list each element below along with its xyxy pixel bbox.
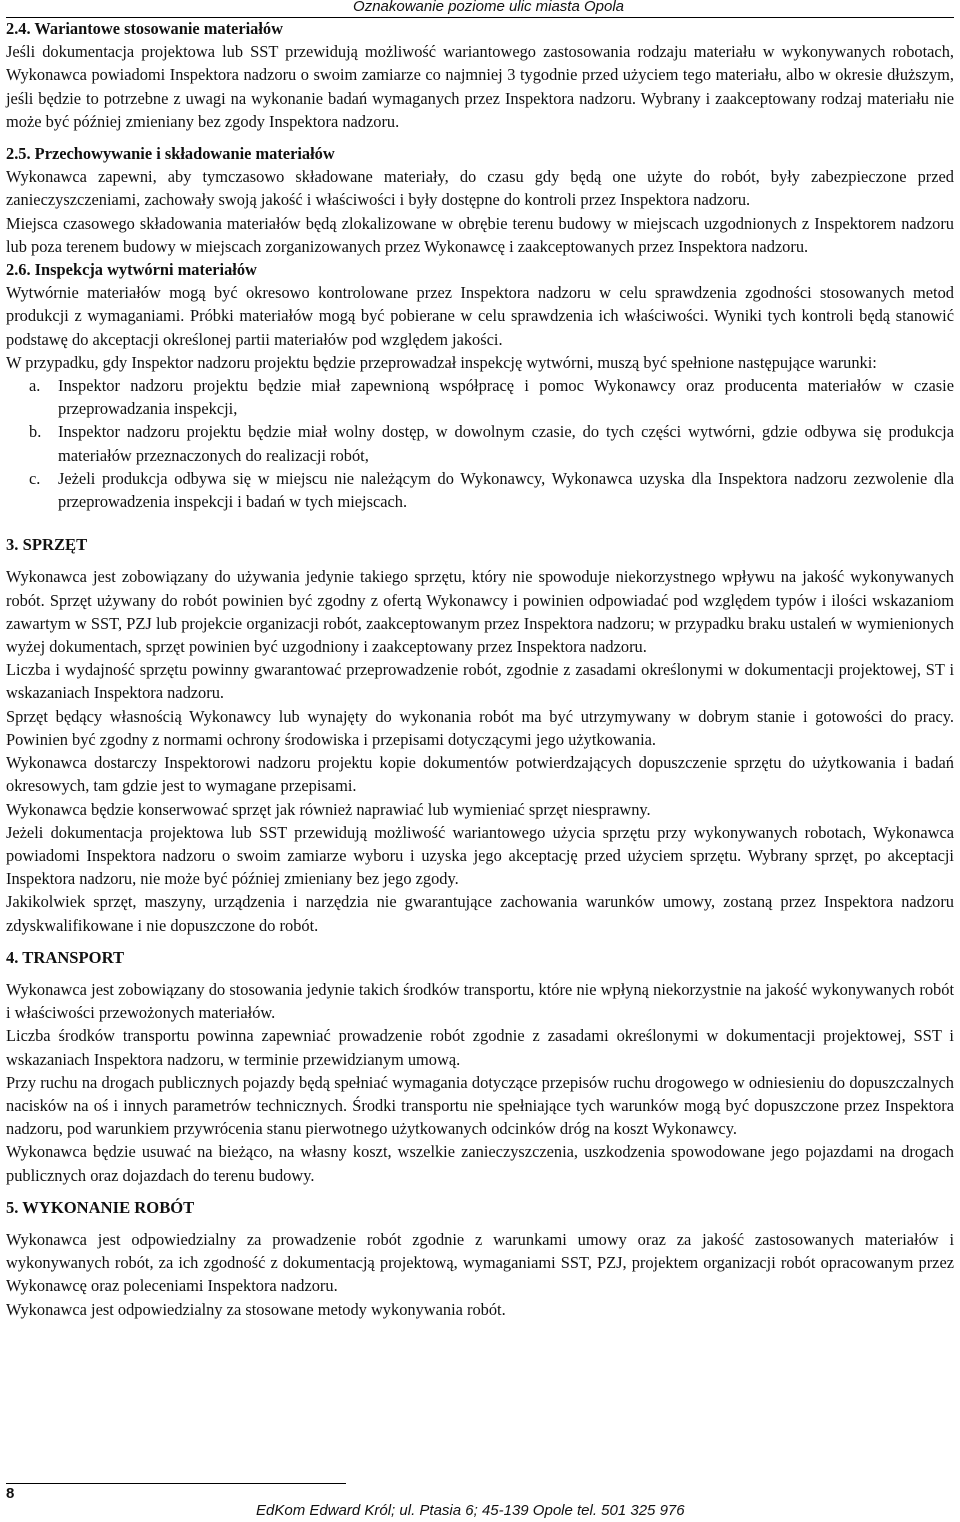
list-marker: a. [29,376,41,396]
paragraph: Jeśli dokumentacja projektowa lub SST przewidują możliwość wariantowego zastosowania rodzaju materiału w wykonywanych robotach, Wykonawca powiadomi Inspektora nadzoru o swoim zamiarze co najmniej 3 tygodnie przed użyciem tego materiału, albo w okresie dłuższym, jeśli będzie to potrzebne z uwagi na wykonanie badań wymaganych przez Inspektora nadzoru. Wybrany i zaakceptowany rodzaj materiału nie może być później zmieniany bez zgody Inspektora nadzoru. [6,42,954,131]
paragraph: Wytwórnie materiałów mogą być okresowo kontrolowane przez Inspektora nadzoru w celu sprawdzenia zgodności stosowanych metod produkcji z wymaganiami. Próbki materiałów mogą być pobierane w celu sprawdzenia ich właściwości. Wyniki tych kontroli będą stanowić podstawę do akceptacji określonej partii materiałów pod względem jakości. [6,283,954,349]
heading-4: 4. TRANSPORT [6,947,125,967]
paragraph: Przy ruchu na drogach publicznych pojazdy będą spełniać wymagania dotyczące przepisów ruchu drogowego w odniesieniu do dopuszczalnych nacisków na oś i innych parametrów technicznych. Środki transportu nie spełniające tych warunków mogą być dopuszczone przez Inspektora nadzoru, pod warunkiem przywrócenia stanu pierwotnego użytkowanych odcinków dróg na koszt Wykonawcy. [6,1072,954,1139]
paragraph: Wykonawca jest odpowiedzialny za stosowane metody wykonywania robót. [6,1299,506,1319]
spacer [6,1187,954,1196]
list-item [6,420,954,466]
section-3 [6,533,954,936]
page-number: 8 [6,1485,15,1502]
paragraph: Wykonawca jest odpowiedzialny za prowadzenie robót zgodnie z warunkami umowy oraz za jakość zastosowanych materiałów i wykonywanych robót, za ich zgodność z dokumentacją projektową, wymaganiami SST, PZJ, projektem organizacji robót opracowanym przez Wykonawcę oraz poleceniami Inspektora nadzoru. [6,1229,954,1296]
footer-rule [6,1483,346,1484]
heading-2-5: 2.5. Przechowywanie i składowanie materiałów [6,144,335,164]
paragraph: Wykonawca będzie konserwować sprzęt jak również naprawiać lub wymieniać sprzęt niesprawny. [6,799,651,819]
paragraph: Jakikolwiek sprzęt, maszyny, urządzenia i narzędzia nie gwarantujące zachowania warunków umowy, zostaną przez Inspektora nadzoru zdyskwalifikowane i nie dopuszczone do robót. [6,892,954,935]
paragraph: Wykonawca jest zobowiązany do stosowania jedynie takich środków transportu, które nie wpłyną niekorzystnie na jakość wykonywanych robót i właściwości przewożonych materiałów. [6,979,954,1023]
section-2-5 [6,142,954,258]
list-item [6,467,954,513]
spacer [6,133,954,142]
paragraph: Wykonawca będzie usuwać na bieżąco, na własny koszt, wszelkie zanieczyszczenia, uszkodzenia spowodowane jego pojazdami na drogach publicznych oraz dojazdach do terenu budowy. [6,1142,954,1185]
paragraph: Sprzęt będący własnością Wykonawcy lub wynajęty do wykonania robót ma być utrzymywany w dobrym stanie i gotowości do pracy. Powinien być zgodny z normami ochrony środowiska i przepisami dotyczącymi jego użytkowania. [6,706,954,749]
list-item-text: Jeżeli produkcja odbywa się w miejscu nie należącym do Wykonawcy, Wykonawca uzyska dla Inspektora nadzoru zezwolenie dla przeprowadzenia inspekcji i badań w tych miejscach. [58,468,954,512]
paragraph: W przypadku, gdy Inspektor nadzoru projektu będzie przeprowadzał inspekcję wytwórni, muszą być spełnione następujące warunki: [6,352,877,372]
document-body [6,17,954,1321]
paragraph: Wykonawca dostarczy Inspektorowi nadzoru projektu kopie dokumentów potwierdzających dopuszczenie sprzętu do użytkowania i badań okresowych, tam gdzie jest to wymagane przepisami. [6,753,954,796]
running-header: Oznakowanie poziome ulic miasta Opola [353,0,624,15]
section-2-4 [6,17,954,133]
paragraph: Miejsca czasowego składowania materiałów będą zlokalizowane w obrębie terenu budowy w miejscach uzgodnionych z Inspektorem nadzoru lub poza terenem budowy w miejscach zorganizowanych przez Wykonawcę i zaakceptowanych przez Inspektora nadzoru. [6,213,954,256]
list-item-text: Inspektor nadzoru projektu będzie miał wolny dostęp, w dowolnym czasie, do tych części wytwórni, gdzie odbywa się produkcja materiałów przeznaczonych do realizacji robót, [58,422,954,465]
list-marker: b. [29,422,42,442]
paragraph: Wykonawca jest zobowiązany do używania jedynie takiego sprzętu, który nie spowoduje niekorzystnego wpływu na jakość wykonywanych robót. Sprzęt używany do robót powinien być zgodny z ofertą Wykonawcy i powinien odpowiadać pod względem typów i ilości wskazaniom zawartym w SST, PZJ lub projekcie organizacji robót, zaakceptowanym przez Inspektora nadzoru; w przypadku braku ustaleń w wymienionych wyżej dokumentach, sprzęt powinien być uzgodniony i zaakceptowany przez Inspektora nadzoru. [6,567,954,657]
paragraph: Liczba środków transportu powinna zapewniać prowadzenie robót zgodnie z zasadami określonymi w dokumentacji projektowej, SST i wskazaniach Inspektora nadzoru, w terminie przewidzianym umową. [6,1026,954,1069]
heading-3: 3. SPRZĘT [6,535,88,555]
spacer [6,937,954,946]
paragraph: Jeżeli dokumentacja projektowa lub SST przewidują możliwość wariantowego użycia sprzętu przy wykonywanych robotach, Wykonawca powiadomi Inspektora nadzoru o swoim zamiarze wyboru i uzyska jego akceptację przed użyciem sprzętu. Wybrany sprzęt, po akceptacji Inspektora nadzoru, nie może być później zmieniany bez jego zgody. [6,822,954,889]
spacer [6,556,954,565]
heading-2-6: 2.6. Inspekcja wytwórni materiałów [6,260,257,280]
spacer [6,1219,954,1228]
paragraph: Liczba i wydajność sprzętu powinny gwarantować przeprowadzenie robót, zgodnie z zasadami określonymi w dokumentacji projektowej, ST i wskazaniach Inspektora nadzoru. [6,660,954,703]
heading-5: 5. WYKONANIE ROBÓT [6,1197,195,1217]
paragraph: Wykonawca zapewni, aby tymczasowo składowane materiały, do czasu gdy będą one użyte do robót, były zabezpieczone przed zanieczyszczeniami, zachowały swoją jakość i właściwości i były dostępne do kontroli przez Inspektora nadzoru. [6,167,954,210]
heading-2-4: 2.4. Wariantowe stosowanie materiałów [6,19,283,38]
list-item-text: Inspektor nadzoru projektu będzie miał zapewnioną współpracę i pomoc Wykonawcy oraz producenta materiałów w czasie przeprowadzania inspekcji, [58,376,954,419]
spacer [6,969,954,978]
footer-company-info: EdKom Edward Król; ul. Ptasia 6; 45-139 Opole tel. 501 325 976 [256,1502,685,1519]
list-marker: c. [29,468,41,488]
section-5 [6,1196,954,1321]
section-4 [6,946,954,1187]
list-item [6,374,954,420]
section-2-6 [6,258,954,513]
spacer [6,513,954,533]
